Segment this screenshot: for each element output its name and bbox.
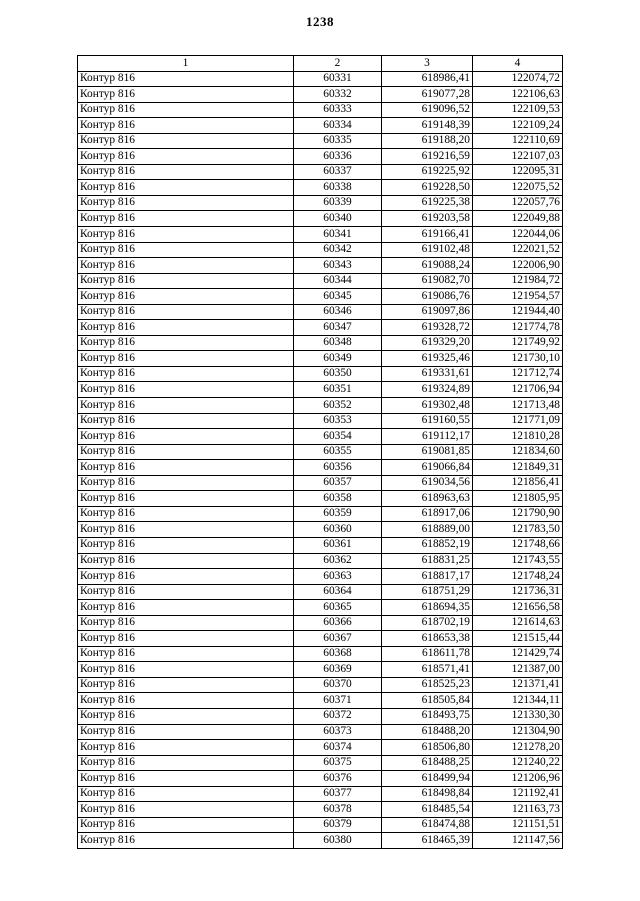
cell-point-number: 60377 (294, 786, 382, 802)
table-row (78, 304, 563, 320)
cell-y-coordinate: 121743,55 (473, 553, 563, 569)
column-header-3: 3 (382, 56, 473, 72)
cell-y-coordinate: 121954,57 (473, 289, 563, 305)
cell-y-coordinate: 121944,40 (473, 304, 563, 320)
cell-contour-name: Контур 816 (78, 646, 294, 662)
cell-x-coordinate: 618488,25 (382, 755, 473, 771)
cell-y-coordinate: 121706,94 (473, 382, 563, 398)
cell-contour-name: Контур 816 (78, 724, 294, 740)
cell-y-coordinate: 121371,41 (473, 677, 563, 693)
cell-y-coordinate: 121736,31 (473, 584, 563, 600)
table-row (78, 584, 563, 600)
table-row (78, 771, 563, 787)
cell-y-coordinate: 122109,24 (473, 118, 563, 134)
cell-point-number: 60334 (294, 118, 382, 134)
cell-point-number: 60364 (294, 584, 382, 600)
cell-point-number: 60376 (294, 771, 382, 787)
cell-point-number: 60335 (294, 133, 382, 149)
cell-x-coordinate: 618465,39 (382, 833, 473, 849)
table-row (78, 833, 563, 849)
cell-x-coordinate: 618889,00 (382, 522, 473, 538)
table-row (78, 475, 563, 491)
table-row (78, 102, 563, 118)
table-row (78, 460, 563, 476)
cell-x-coordinate: 618485,54 (382, 802, 473, 818)
cell-contour-name: Контур 816 (78, 413, 294, 429)
cell-point-number: 60378 (294, 802, 382, 818)
cell-y-coordinate: 121304,90 (473, 724, 563, 740)
cell-x-coordinate: 618751,29 (382, 584, 473, 600)
table-row (78, 258, 563, 274)
cell-contour-name: Контур 816 (78, 677, 294, 693)
cell-x-coordinate: 618493,75 (382, 708, 473, 724)
cell-x-coordinate: 619328,72 (382, 320, 473, 336)
cell-x-coordinate: 619096,52 (382, 102, 473, 118)
table-row (78, 444, 563, 460)
cell-x-coordinate: 618694,35 (382, 600, 473, 616)
cell-point-number: 60355 (294, 444, 382, 460)
table-row (78, 631, 563, 647)
cell-contour-name: Контур 816 (78, 133, 294, 149)
table-row (78, 708, 563, 724)
cell-x-coordinate: 619302,48 (382, 398, 473, 414)
cell-x-coordinate: 619324,89 (382, 382, 473, 398)
cell-contour-name: Контур 816 (78, 258, 294, 274)
cell-point-number: 60339 (294, 195, 382, 211)
cell-contour-name: Контур 816 (78, 600, 294, 616)
table-row (78, 320, 563, 336)
table-row (78, 662, 563, 678)
cell-y-coordinate: 121849,31 (473, 460, 563, 476)
cell-point-number: 60374 (294, 740, 382, 756)
cell-point-number: 60348 (294, 335, 382, 351)
table-row (78, 164, 563, 180)
cell-contour-name: Контур 816 (78, 211, 294, 227)
cell-y-coordinate: 121240,22 (473, 755, 563, 771)
cell-point-number: 60342 (294, 242, 382, 258)
cell-contour-name: Контур 816 (78, 615, 294, 631)
cell-contour-name: Контур 816 (78, 693, 294, 709)
cell-contour-name: Контур 816 (78, 382, 294, 398)
cell-contour-name: Контур 816 (78, 429, 294, 445)
cell-point-number: 60365 (294, 600, 382, 616)
table-row (78, 491, 563, 507)
cell-x-coordinate: 618488,20 (382, 724, 473, 740)
cell-point-number: 60350 (294, 366, 382, 382)
cell-contour-name: Контур 816 (78, 631, 294, 647)
cell-point-number: 60331 (294, 71, 382, 87)
cell-x-coordinate: 619112,17 (382, 429, 473, 445)
cell-point-number: 60372 (294, 708, 382, 724)
table-row (78, 615, 563, 631)
cell-contour-name: Контур 816 (78, 553, 294, 569)
cell-y-coordinate: 121771,09 (473, 413, 563, 429)
table-row (78, 786, 563, 802)
cell-y-coordinate: 121856,41 (473, 475, 563, 491)
table-row (78, 802, 563, 818)
cell-point-number: 60352 (294, 398, 382, 414)
cell-point-number: 60343 (294, 258, 382, 274)
cell-point-number: 60345 (294, 289, 382, 305)
cell-point-number: 60333 (294, 102, 382, 118)
cell-y-coordinate: 121192,41 (473, 786, 563, 802)
cell-point-number: 60341 (294, 227, 382, 243)
cell-x-coordinate: 619228,50 (382, 180, 473, 196)
table-row (78, 755, 563, 771)
table-row (78, 506, 563, 522)
cell-x-coordinate: 618963,63 (382, 491, 473, 507)
cell-point-number: 60363 (294, 569, 382, 585)
cell-contour-name: Контур 816 (78, 304, 294, 320)
table-row (78, 242, 563, 258)
table-row (78, 740, 563, 756)
table-row (78, 180, 563, 196)
cell-contour-name: Контур 816 (78, 227, 294, 243)
table-row (78, 693, 563, 709)
cell-point-number: 60344 (294, 273, 382, 289)
cell-x-coordinate: 619331,61 (382, 366, 473, 382)
cell-contour-name: Контур 816 (78, 817, 294, 833)
cell-x-coordinate: 619203,58 (382, 211, 473, 227)
cell-x-coordinate: 619077,28 (382, 87, 473, 103)
table-row (78, 398, 563, 414)
cell-y-coordinate: 121344,11 (473, 693, 563, 709)
cell-point-number: 60370 (294, 677, 382, 693)
cell-point-number: 60369 (294, 662, 382, 678)
cell-contour-name: Контур 816 (78, 537, 294, 553)
cell-contour-name: Контур 816 (78, 398, 294, 414)
table-row (78, 537, 563, 553)
cell-x-coordinate: 619325,46 (382, 351, 473, 367)
cell-x-coordinate: 618499,94 (382, 771, 473, 787)
cell-x-coordinate: 618653,38 (382, 631, 473, 647)
cell-point-number: 60375 (294, 755, 382, 771)
table-row (78, 351, 563, 367)
cell-x-coordinate: 618852,19 (382, 537, 473, 553)
table-row (78, 335, 563, 351)
cell-point-number: 60347 (294, 320, 382, 336)
cell-point-number: 60332 (294, 87, 382, 103)
cell-contour-name: Контур 816 (78, 335, 294, 351)
page-number: 1238 (306, 14, 334, 29)
cell-point-number: 60354 (294, 429, 382, 445)
table-row (78, 118, 563, 134)
cell-x-coordinate: 619225,38 (382, 195, 473, 211)
table-row (78, 273, 563, 289)
cell-y-coordinate: 122006,90 (473, 258, 563, 274)
table-row (78, 677, 563, 693)
cell-contour-name: Контур 816 (78, 71, 294, 87)
cell-contour-name: Контур 816 (78, 506, 294, 522)
table-row (78, 366, 563, 382)
cell-contour-name: Контур 816 (78, 366, 294, 382)
cell-y-coordinate: 121163,73 (473, 802, 563, 818)
cell-y-coordinate: 121387,00 (473, 662, 563, 678)
cell-y-coordinate: 121834,60 (473, 444, 563, 460)
cell-contour-name: Контур 816 (78, 149, 294, 165)
cell-point-number: 60356 (294, 460, 382, 476)
cell-contour-name: Контур 816 (78, 180, 294, 196)
cell-contour-name: Контур 816 (78, 460, 294, 476)
cell-point-number: 60360 (294, 522, 382, 538)
cell-y-coordinate: 121748,66 (473, 537, 563, 553)
cell-y-coordinate: 121712,74 (473, 366, 563, 382)
cell-contour-name: Контур 816 (78, 771, 294, 787)
cell-point-number: 60337 (294, 164, 382, 180)
cell-y-coordinate: 121984,72 (473, 273, 563, 289)
cell-y-coordinate: 122107,03 (473, 149, 563, 165)
cell-contour-name: Контур 816 (78, 569, 294, 585)
cell-contour-name: Контур 816 (78, 195, 294, 211)
table-body (78, 71, 563, 848)
cell-contour-name: Контур 816 (78, 87, 294, 103)
cell-x-coordinate: 618474,88 (382, 817, 473, 833)
cell-point-number: 60371 (294, 693, 382, 709)
cell-x-coordinate: 619329,20 (382, 335, 473, 351)
table-row (78, 149, 563, 165)
table-row (78, 817, 563, 833)
cell-contour-name: Контур 816 (78, 740, 294, 756)
cell-y-coordinate: 122074,72 (473, 71, 563, 87)
table-row (78, 289, 563, 305)
cell-point-number: 60357 (294, 475, 382, 491)
cell-y-coordinate: 121748,24 (473, 569, 563, 585)
column-header-1: 1 (78, 56, 294, 72)
cell-y-coordinate: 121790,90 (473, 506, 563, 522)
cell-point-number: 60380 (294, 833, 382, 849)
cell-point-number: 60368 (294, 646, 382, 662)
cell-y-coordinate: 121147,56 (473, 833, 563, 849)
coordinates-table (77, 55, 563, 849)
cell-y-coordinate: 121614,63 (473, 615, 563, 631)
column-header-4: 4 (473, 56, 563, 72)
cell-x-coordinate: 619081,85 (382, 444, 473, 460)
table-row (78, 87, 563, 103)
cell-x-coordinate: 618917,06 (382, 506, 473, 522)
cell-x-coordinate: 619102,48 (382, 242, 473, 258)
cell-x-coordinate: 618817,17 (382, 569, 473, 585)
cell-y-coordinate: 121774,78 (473, 320, 563, 336)
cell-y-coordinate: 122075,52 (473, 180, 563, 196)
cell-point-number: 60338 (294, 180, 382, 196)
cell-point-number: 60379 (294, 817, 382, 833)
cell-y-coordinate: 122044,06 (473, 227, 563, 243)
table-row (78, 600, 563, 616)
cell-y-coordinate: 121278,20 (473, 740, 563, 756)
cell-point-number: 60349 (294, 351, 382, 367)
cell-contour-name: Контур 816 (78, 289, 294, 305)
cell-contour-name: Контур 816 (78, 351, 294, 367)
cell-contour-name: Контур 816 (78, 833, 294, 849)
cell-point-number: 60367 (294, 631, 382, 647)
cell-contour-name: Контур 816 (78, 755, 294, 771)
cell-y-coordinate: 122109,53 (473, 102, 563, 118)
cell-x-coordinate: 619086,76 (382, 289, 473, 305)
cell-x-coordinate: 618611,78 (382, 646, 473, 662)
table-row (78, 71, 563, 87)
cell-x-coordinate: 618506,80 (382, 740, 473, 756)
cell-x-coordinate: 619088,24 (382, 258, 473, 274)
cell-contour-name: Контур 816 (78, 491, 294, 507)
cell-x-coordinate: 619066,84 (382, 460, 473, 476)
table-row (78, 569, 563, 585)
cell-x-coordinate: 619160,55 (382, 413, 473, 429)
table-row (78, 646, 563, 662)
cell-x-coordinate: 619216,59 (382, 149, 473, 165)
cell-point-number: 60373 (294, 724, 382, 740)
cell-y-coordinate: 121805,95 (473, 491, 563, 507)
cell-x-coordinate: 618571,41 (382, 662, 473, 678)
table-row (78, 553, 563, 569)
cell-contour-name: Контур 816 (78, 802, 294, 818)
cell-y-coordinate: 122057,76 (473, 195, 563, 211)
table-row (78, 522, 563, 538)
cell-y-coordinate: 121656,58 (473, 600, 563, 616)
cell-point-number: 60353 (294, 413, 382, 429)
cell-x-coordinate: 619188,20 (382, 133, 473, 149)
cell-y-coordinate: 121810,28 (473, 429, 563, 445)
cell-y-coordinate: 121515,44 (473, 631, 563, 647)
table-row (78, 724, 563, 740)
cell-x-coordinate: 618498,84 (382, 786, 473, 802)
cell-y-coordinate: 122106,63 (473, 87, 563, 103)
cell-point-number: 60340 (294, 211, 382, 227)
cell-x-coordinate: 619166,41 (382, 227, 473, 243)
cell-y-coordinate: 122049,88 (473, 211, 563, 227)
column-header-2: 2 (294, 56, 382, 72)
cell-x-coordinate: 619034,56 (382, 475, 473, 491)
table-row (78, 413, 563, 429)
cell-point-number: 60351 (294, 382, 382, 398)
table-row (78, 227, 563, 243)
cell-contour-name: Контур 816 (78, 708, 294, 724)
cell-point-number: 60366 (294, 615, 382, 631)
cell-contour-name: Контур 816 (78, 273, 294, 289)
cell-y-coordinate: 121206,96 (473, 771, 563, 787)
cell-point-number: 60359 (294, 506, 382, 522)
cell-x-coordinate: 618702,19 (382, 615, 473, 631)
table-row (78, 429, 563, 445)
cell-y-coordinate: 122095,31 (473, 164, 563, 180)
cell-x-coordinate: 618986,41 (382, 71, 473, 87)
cell-contour-name: Контур 816 (78, 475, 294, 491)
cell-x-coordinate: 618525,23 (382, 677, 473, 693)
cell-x-coordinate: 618505,84 (382, 693, 473, 709)
cell-y-coordinate: 122021,52 (473, 242, 563, 258)
header-row (78, 56, 563, 72)
cell-contour-name: Контур 816 (78, 444, 294, 460)
cell-y-coordinate: 121330,30 (473, 708, 563, 724)
cell-y-coordinate: 121713,48 (473, 398, 563, 414)
table-row (78, 133, 563, 149)
cell-point-number: 60361 (294, 537, 382, 553)
cell-x-coordinate: 618831,25 (382, 553, 473, 569)
cell-x-coordinate: 619097,86 (382, 304, 473, 320)
cell-x-coordinate: 619082,70 (382, 273, 473, 289)
table-row (78, 211, 563, 227)
cell-contour-name: Контур 816 (78, 102, 294, 118)
cell-point-number: 60336 (294, 149, 382, 165)
cell-point-number: 60346 (294, 304, 382, 320)
table-row (78, 195, 563, 211)
cell-point-number: 60362 (294, 553, 382, 569)
table-row (78, 382, 563, 398)
cell-contour-name: Контур 816 (78, 522, 294, 538)
cell-y-coordinate: 121783,50 (473, 522, 563, 538)
cell-y-coordinate: 121749,92 (473, 335, 563, 351)
cell-contour-name: Контур 816 (78, 164, 294, 180)
cell-x-coordinate: 619225,92 (382, 164, 473, 180)
cell-y-coordinate: 121151,51 (473, 817, 563, 833)
cell-point-number: 60358 (294, 491, 382, 507)
cell-contour-name: Контур 816 (78, 662, 294, 678)
cell-contour-name: Контур 816 (78, 118, 294, 134)
cell-contour-name: Контур 816 (78, 786, 294, 802)
cell-contour-name: Контур 816 (78, 584, 294, 600)
cell-x-coordinate: 619148,39 (382, 118, 473, 134)
table-header (78, 56, 563, 72)
cell-y-coordinate: 121429,74 (473, 646, 563, 662)
cell-y-coordinate: 122110,69 (473, 133, 563, 149)
cell-y-coordinate: 121730,10 (473, 351, 563, 367)
cell-contour-name: Контур 816 (78, 242, 294, 258)
cell-contour-name: Контур 816 (78, 320, 294, 336)
